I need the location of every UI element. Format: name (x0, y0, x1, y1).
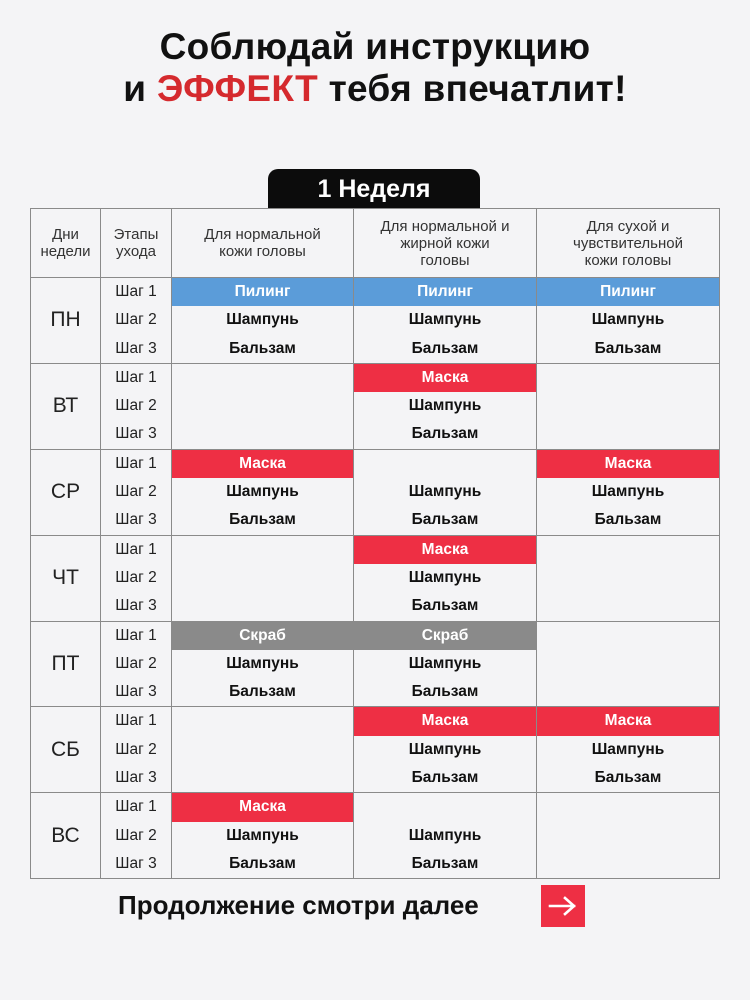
day-label: ЧТ (31, 535, 101, 621)
table-row (31, 707, 720, 793)
step-label: Шаг 1 (115, 798, 157, 816)
procedure-badge-mask: Маска (354, 364, 536, 392)
procedure: Бальзам (594, 769, 662, 787)
cell-oily (354, 793, 537, 879)
day-label: ПТ (31, 621, 101, 707)
procedure (537, 822, 719, 850)
cell-oily (354, 363, 537, 449)
procedure: Шампунь (408, 826, 482, 844)
steps-cell (101, 535, 172, 621)
cell-dry (537, 278, 720, 364)
procedure: Бальзам (411, 769, 479, 787)
step-label: Шаг 3 (115, 597, 157, 615)
step-label: Шаг 3 (115, 854, 157, 872)
header-day: Дни недели (31, 209, 101, 278)
day-label: ВТ (31, 363, 101, 449)
step-label: Шаг 2 (115, 397, 157, 415)
procedure (537, 364, 719, 392)
next-button[interactable] (541, 885, 585, 927)
continue-text: Продолжение смотри далее (118, 890, 479, 920)
procedure (537, 850, 719, 878)
procedure-badge-peel: Пилинг (354, 278, 536, 306)
procedure (537, 678, 719, 706)
table-row (31, 278, 720, 364)
procedure (537, 392, 719, 420)
step-label: Шаг 2 (115, 740, 157, 758)
procedure (537, 564, 719, 592)
cell-dry (537, 793, 720, 879)
step-label: Шаг 1 (115, 368, 157, 386)
header-oily: Для нормальной и жирной кожи головы (354, 209, 537, 278)
procedure-badge-mask: Маска (172, 793, 353, 821)
step-label: Шаг 1 (115, 454, 157, 472)
procedure-badge-mask: Маска (172, 450, 353, 478)
procedure-badge-mask: Маска (537, 450, 719, 478)
procedure-badge-scrub: Скраб (172, 622, 353, 650)
table-row (31, 535, 720, 621)
procedure: Бальзам (229, 854, 296, 872)
steps-cell (101, 363, 172, 449)
step-label: Шаг 3 (115, 769, 157, 787)
steps-cell (101, 707, 172, 793)
procedure: Бальзам (594, 511, 662, 529)
procedure: Шампунь (226, 654, 299, 672)
procedure: Бальзам (229, 339, 296, 357)
day-label: ВС (31, 793, 101, 879)
procedure: Шампунь (408, 397, 482, 415)
procedure (172, 364, 353, 392)
table-row (31, 793, 720, 879)
procedure: Шампунь (226, 826, 299, 844)
procedure (172, 564, 353, 592)
step-label: Шаг 3 (115, 683, 157, 701)
procedure: Шампунь (408, 568, 482, 586)
step-label: Шаг 2 (115, 654, 157, 672)
cell-normal (172, 535, 354, 621)
arrow-right-icon (548, 895, 578, 917)
procedure (172, 420, 353, 448)
header-dry: Для сухой и чувствительной кожи головы (537, 209, 720, 278)
procedure-badge-peel: Пилинг (172, 278, 353, 306)
procedure: Шампунь (591, 740, 665, 758)
steps-cell (101, 278, 172, 364)
procedure (537, 536, 719, 564)
title-prefix: и (123, 68, 157, 109)
procedure (354, 450, 536, 478)
title-suffix: тебя впечатлит! (318, 68, 627, 109)
step-label: Шаг 1 (115, 626, 157, 644)
procedure (354, 793, 536, 821)
week-tab: 1 Неделя (268, 169, 480, 209)
steps-cell (101, 449, 172, 535)
cell-oily (354, 449, 537, 535)
cell-dry (537, 535, 720, 621)
cell-oily (354, 535, 537, 621)
step-label: Шаг 2 (115, 483, 157, 501)
schedule-table (30, 208, 720, 879)
header-normal: Для нормальной кожи головы (172, 209, 354, 278)
procedure: Шампунь (408, 483, 482, 501)
step-label: Шаг 2 (115, 826, 157, 844)
table-row (31, 621, 720, 707)
table-header-row (31, 209, 720, 278)
cell-normal (172, 278, 354, 364)
cell-oily (354, 707, 537, 793)
procedure: Бальзам (411, 339, 479, 357)
procedure (537, 420, 719, 448)
procedure: Шампунь (408, 311, 482, 329)
title-line-2 (0, 68, 750, 110)
cell-dry (537, 449, 720, 535)
title-line-1: Соблюдай инструкцию (159, 26, 591, 67)
procedure (537, 592, 719, 620)
procedure-badge-mask: Маска (354, 536, 536, 564)
day-label: СР (31, 449, 101, 535)
cell-normal (172, 793, 354, 879)
cell-oily (354, 278, 537, 364)
procedure (537, 622, 719, 650)
procedure: Бальзам (411, 683, 479, 701)
procedure (172, 536, 353, 564)
cell-dry (537, 363, 720, 449)
procedure-badge-peel: Пилинг (537, 278, 719, 306)
step-label: Шаг 2 (115, 568, 157, 586)
table-row (31, 449, 720, 535)
cell-dry (537, 621, 720, 707)
procedure: Бальзам (411, 597, 479, 615)
procedure-badge-scrub: Скраб (354, 622, 536, 650)
procedure: Шампунь (226, 311, 299, 329)
procedure (537, 650, 719, 678)
step-label: Шаг 3 (115, 511, 157, 529)
procedure (537, 793, 719, 821)
step-label: Шаг 1 (115, 283, 157, 300)
title-accent: ЭФФЕКТ (156, 68, 319, 109)
cell-normal (172, 363, 354, 449)
procedure: Бальзам (411, 425, 479, 443)
procedure (172, 392, 353, 420)
procedure: Бальзам (229, 511, 296, 529)
procedure: Шампунь (408, 654, 482, 672)
procedure: Бальзам (411, 854, 479, 872)
procedure: Шампунь (408, 740, 482, 758)
procedure-badge-mask: Маска (537, 707, 719, 735)
steps-cell (101, 793, 172, 879)
procedure: Бальзам (229, 683, 296, 701)
procedure: Шампунь (226, 483, 299, 501)
procedure: Бальзам (411, 511, 479, 529)
procedure-badge-mask: Маска (354, 707, 536, 735)
steps-cell (101, 621, 172, 707)
procedure: Шампунь (591, 483, 665, 501)
step-label: Шаг 1 (115, 540, 157, 558)
day-label: СБ (31, 707, 101, 793)
step-label: Шаг 2 (115, 311, 157, 329)
page-title (0, 26, 750, 110)
procedure (172, 764, 353, 792)
procedure (172, 707, 353, 735)
procedure (172, 592, 353, 620)
procedure: Бальзам (594, 339, 662, 357)
header-steps: Этапы ухода (101, 209, 172, 278)
table-row (31, 363, 720, 449)
procedure: Шампунь (591, 311, 665, 329)
procedure (172, 736, 353, 764)
step-label: Шаг 3 (115, 339, 157, 357)
cell-normal (172, 449, 354, 535)
cell-oily (354, 621, 537, 707)
step-label: Шаг 3 (115, 425, 157, 443)
step-label: Шаг 1 (115, 712, 157, 730)
cell-normal (172, 707, 354, 793)
cell-dry (537, 707, 720, 793)
day-label: ПН (31, 278, 101, 364)
cell-normal (172, 621, 354, 707)
